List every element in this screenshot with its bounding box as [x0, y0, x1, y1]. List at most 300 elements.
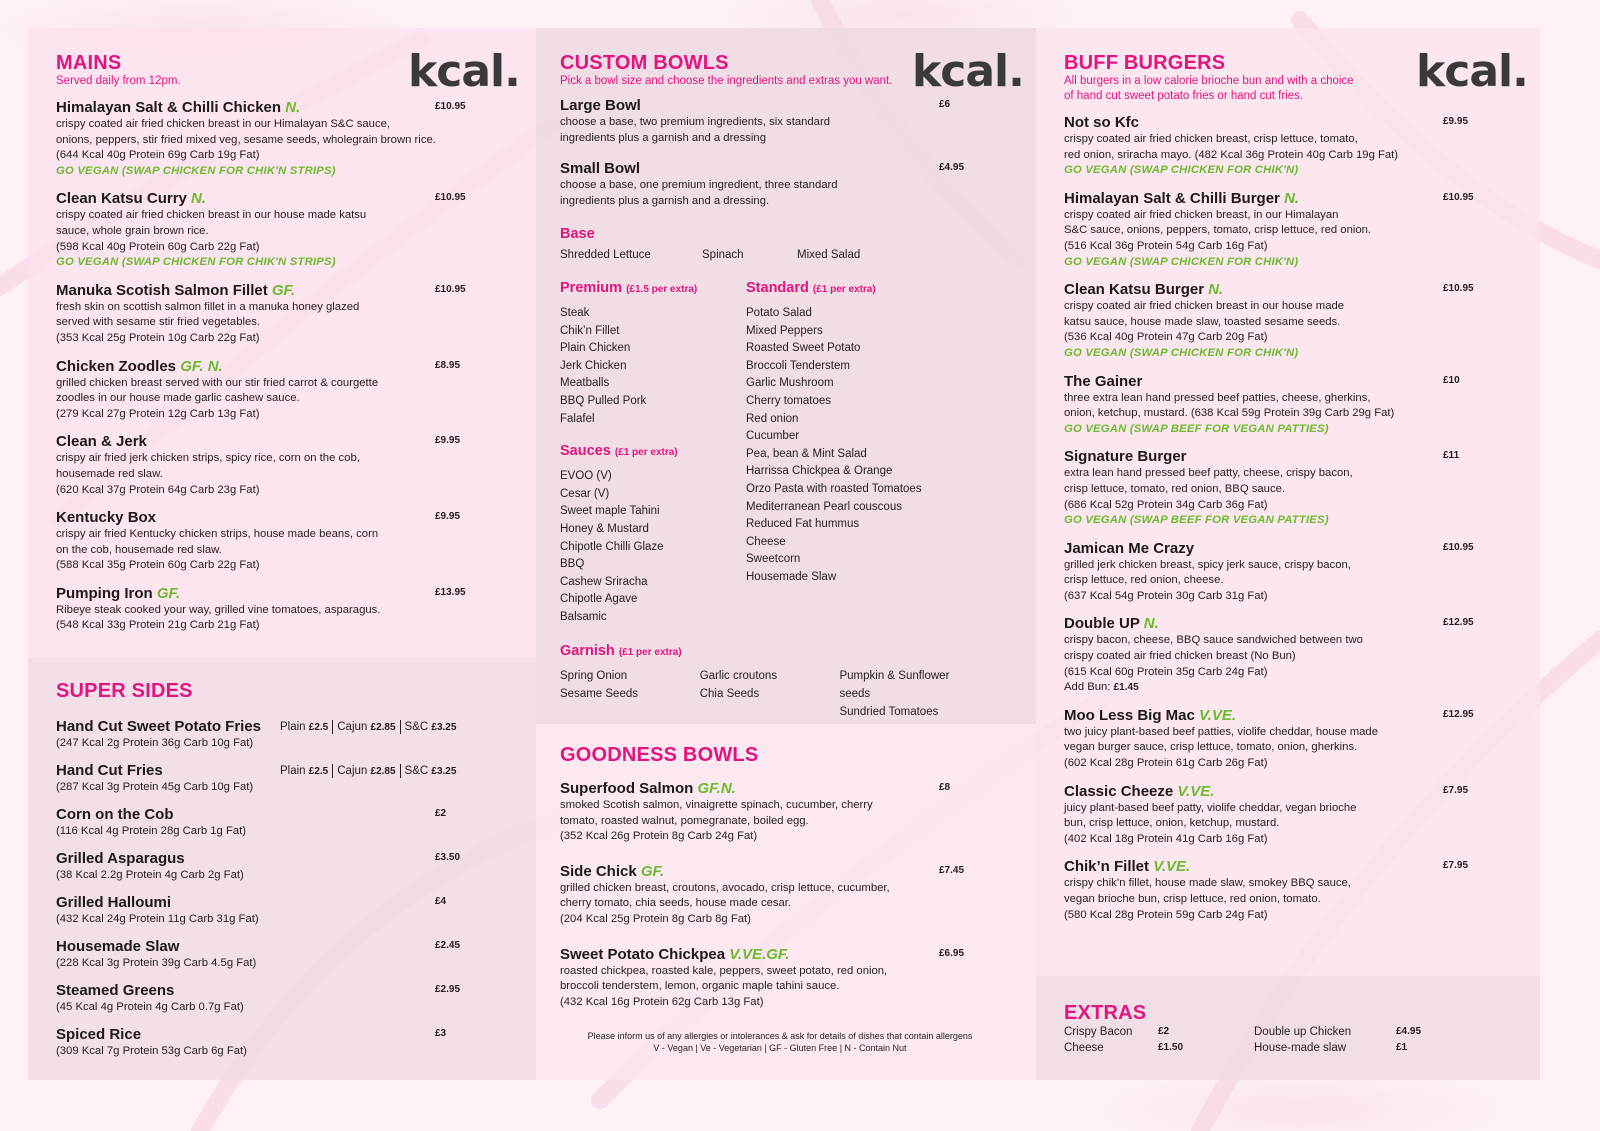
dietary-tag: N.	[1284, 189, 1300, 207]
allergen-footnote	[560, 1030, 1000, 1054]
go-vegan-note: GO VEGAN (SWAP CHICKEN FOR CHIK'N STRIPS)	[56, 256, 336, 269]
item-description: (637 Kcal 54g Protein 30g Carb 31g Fat)	[1064, 589, 1268, 602]
item-price: £13.95	[435, 586, 466, 598]
option-price: £2.85	[370, 722, 396, 734]
item-name-row	[56, 358, 476, 376]
item-name-row	[56, 509, 476, 527]
item-description: crispy air fried jerk chicken strips, spicy rice, corn on the cob,	[56, 452, 360, 465]
divider	[400, 764, 401, 778]
item-price: £7.95	[1443, 860, 1469, 872]
base-heading: Base	[560, 226, 595, 243]
sides-section	[56, 680, 193, 702]
dietary-tag: N.	[1143, 615, 1159, 633]
option-price: £3.25	[431, 722, 457, 734]
item-description: crispy coated air fried chicken breast in our house made katsu	[56, 209, 367, 222]
menu-item	[560, 97, 980, 146]
item-name-row	[1064, 858, 1484, 876]
burgers-subtitle-line: of hand cut sweet potato fries or hand cut fries.	[1064, 90, 1304, 102]
side-item	[56, 938, 476, 982]
side-name: Steamed Greens	[56, 982, 175, 999]
item-description: crispy coated air fried chicken breast, crisp lettuce, tomato,	[1064, 133, 1358, 145]
menu-item	[56, 433, 476, 498]
option-label: Cajun	[337, 721, 368, 734]
item-description: three extra lean hand pressed beef patties, cheese, gherkins,	[1064, 391, 1371, 404]
side-name: Grilled Asparagus	[56, 850, 185, 867]
extras-grid	[1064, 1024, 1484, 1056]
side-name: Corn on the Cob	[56, 806, 174, 823]
standard-group	[746, 279, 922, 627]
item-name-row	[56, 585, 476, 603]
item-description: tomato, roasted walnut, pomegranate, boiled egg.	[560, 814, 809, 827]
item-description: crispy coated air fried chicken breast in our Himalayan S&C sauce,	[56, 118, 391, 130]
item-name-row	[56, 190, 476, 208]
go-vegan-note: GO VEGAN (SWAP BEEF FOR VEGAN PATTIES)	[1064, 514, 1329, 527]
ingredient-option: Cashew Sriracha	[560, 575, 648, 588]
item-price: £4.95	[939, 162, 965, 174]
item-description: (432 Kcal 16g Protein 62g Carb 13g Fat)	[560, 995, 764, 1008]
side-price: £3.50	[435, 852, 461, 863]
allergen-legend: V - Vegan | Ve - Vegetarian | GF - Gluten Free | N - Contain Nut	[653, 1043, 907, 1053]
sauces-group	[560, 442, 746, 626]
ingredient-option: Plain Chicken	[560, 342, 631, 355]
side-item	[56, 850, 476, 894]
garnish-option: Sundried Tomatoes	[839, 705, 939, 718]
item-description: crispy coated air fried chicken breast, in our Himalayan	[1064, 208, 1339, 221]
menu-item	[560, 160, 980, 209]
item-description: crispy coated air fried chicken breast in our house made	[1064, 300, 1345, 313]
item-name: Small Bowl	[560, 160, 641, 178]
item-name: Pumping Iron	[56, 584, 153, 602]
item-name: Clean Katsu Curry	[56, 190, 187, 208]
menu-item	[1064, 373, 1484, 438]
base-option: Mixed Salad	[797, 249, 861, 262]
dietary-tag: V.VE.	[1153, 858, 1191, 876]
item-description: fresh skin on scottish salmon fillet in a manuka honey glazed	[56, 300, 360, 313]
side-price: £3	[435, 1028, 447, 1039]
item-description: crispy bacon, cheese, BBQ sauce sandwiched between two	[1064, 634, 1363, 647]
ingredient-option: Pea, bean & Mint Salad	[746, 447, 867, 460]
menu-item	[56, 190, 476, 270]
dietary-tag: V.VE.	[1177, 782, 1215, 800]
item-name: Signature Burger	[1064, 448, 1187, 466]
divider	[332, 764, 333, 778]
side-item	[56, 762, 476, 806]
ingredient-option: Roasted Sweet Potato	[746, 342, 861, 355]
mains-subtitle: Served daily from 12pm.	[56, 75, 181, 87]
item-name-row	[560, 97, 980, 115]
item-name: Double UP	[1064, 615, 1140, 633]
item-name-row	[560, 946, 980, 964]
garnish-option: Sesame Seeds	[560, 688, 638, 701]
item-description: crispy coated air fried chicken breast (No Bun)	[1064, 650, 1296, 663]
ingredient-option: Sweet maple Tahini	[560, 505, 660, 518]
item-description: on the cob, housemade red slaw.	[56, 543, 222, 556]
item-name: Jamican Me Crazy	[1064, 539, 1195, 557]
item-description: housemade red slaw.	[56, 467, 163, 480]
item-description: (204 Kcal 25g Protein 8g Carb 8g Fat)	[560, 912, 751, 925]
item-name: Side Chick	[560, 862, 637, 880]
dietary-tag: V.VE.	[1199, 706, 1237, 724]
item-description: S&C sauce, onions, peppers, tomato, crisp lettuce, red onion.	[1064, 224, 1372, 237]
item-description: zoodles in our house made garlic cashew sauce.	[56, 392, 300, 405]
side-macros: (38 Kcal 2.2g Protein 4g Carb 2g Fat)	[56, 869, 244, 881]
item-name-row	[1064, 190, 1484, 208]
item-description: choose a base, one premium ingredient, three standard	[560, 179, 838, 192]
extra-price: £4.95	[1396, 1026, 1422, 1037]
item-price: £10.95	[435, 283, 466, 295]
item-name: Kentucky Box	[56, 509, 157, 527]
base-option: Shredded Lettuce	[560, 249, 651, 262]
ingredient-option: Honey & Mustard	[560, 522, 649, 535]
item-name-row	[560, 780, 980, 798]
divider	[400, 720, 401, 734]
go-vegan-note: GO VEGAN (SWAP CHICKEN FOR CHIK'N)	[1064, 255, 1299, 268]
custom-bowls-title: CUSTOM BOWLS	[560, 52, 729, 74]
burgers-title: BUFF BURGERS	[1064, 52, 1226, 74]
side-macros: (432 Kcal 24g Protein 11g Carb 31g Fat)	[56, 913, 259, 925]
extras-title: EXTRAS	[1064, 1002, 1147, 1024]
side-macros: (247 Kcal 2g Protein 36g Carb 10g Fat)	[56, 737, 254, 749]
item-price: £7.45	[939, 864, 965, 876]
dietary-tag: GF.	[271, 281, 296, 299]
menu-item	[1064, 858, 1484, 923]
item-price: £10	[1443, 374, 1460, 386]
item-price: £11	[1443, 450, 1460, 462]
dietary-tag: V.VE.GF.	[729, 945, 790, 963]
divider	[332, 720, 333, 734]
burgers-subtitle-line: All burgers in a low calorie brioche bun and with a choice	[1064, 75, 1354, 87]
item-description: onions, peppers, stir fried mixed veg, sesame seeds, wholegrain brown rice.	[56, 133, 436, 146]
item-name-row	[56, 433, 476, 451]
side-name: Hand Cut Fries	[56, 762, 163, 779]
go-vegan-note: GO VEGAN (SWAP CHICKEN FOR CHIK'N STRIPS)	[56, 164, 336, 177]
item-description: (548 Kcal 33g Protein 21g Carb 21g Fat)	[56, 619, 260, 632]
item-price: £7.95	[1443, 784, 1469, 796]
item-description: (352 Kcal 26g Protein 8g Carb 24g Fat)	[560, 830, 758, 843]
menu-item	[1064, 281, 1484, 361]
item-description: vegan burger sauce, crisp lettuce, tomato, onion, gherkins.	[1064, 741, 1358, 754]
item-name: Himalayan Salt & Chilli Chicken	[56, 99, 282, 116]
mains-title: MAINS	[56, 52, 122, 74]
menu-item	[56, 509, 476, 574]
extra-name: Crispy Bacon	[1064, 1026, 1133, 1038]
side-price: £2	[435, 808, 447, 819]
ingredient-option: Garlic Mushroom	[746, 377, 834, 390]
item-description: crispy air fried Kentucky chicken strips, house made beans, corn	[56, 528, 379, 541]
extra-price: £1	[1396, 1042, 1408, 1053]
item-price: £9.95	[1443, 116, 1469, 127]
custom-bowls-subtitle: Pick a bowl size and choose the ingredients and extras you want.	[560, 75, 893, 87]
ingredient-option: Mixed Peppers	[746, 324, 823, 337]
extra-name: Cheese	[1064, 1042, 1104, 1054]
item-name-row	[56, 99, 476, 117]
ingredient-option: Steak	[560, 306, 590, 319]
base-group	[560, 225, 980, 265]
custom-bowls-section	[560, 52, 980, 721]
extra-name: Double up Chicken	[1254, 1026, 1352, 1038]
item-price: £10.95	[1443, 191, 1474, 203]
ingredient-option: BBQ	[560, 558, 585, 571]
item-name: Chicken Zoodles	[56, 357, 177, 375]
ingredient-option: Harrissa Chickpea & Orange	[746, 465, 893, 478]
dietary-tag: N.	[1208, 281, 1224, 299]
item-description: crisp lettuce, tomato, red onion, BBQ sauce.	[1064, 482, 1286, 495]
ingredient-option: Cucumber	[746, 430, 800, 443]
side-macros: (287 Kcal 3g Protein 45g Carb 10g Fat)	[56, 781, 254, 793]
item-price: £9.95	[435, 511, 461, 523]
item-description: (620 Kcal 37g Protein 64g Carb 23g Fat)	[56, 483, 260, 496]
option-label: Cajun	[337, 765, 368, 778]
menu-item	[1064, 190, 1484, 270]
option-label: Plain	[280, 721, 306, 734]
item-price: £10.95	[1443, 541, 1474, 553]
sides-title: SUPER SIDES	[56, 680, 193, 702]
item-description: (588 Kcal 35g Protein 60g Carb 22g Fat)	[56, 559, 260, 572]
base-option: Spinach	[702, 249, 744, 262]
addon-label: Add Bun:	[1064, 681, 1111, 694]
item-description: crispy chik’n fillet, house made slaw, smokey BBQ sauce,	[1064, 877, 1351, 890]
item-price: £8	[939, 782, 951, 793]
side-item	[56, 894, 476, 938]
side-macros: (45 Kcal 4g Protein 4g Carb 0.7g Fat)	[56, 1001, 244, 1013]
item-description: bun, crisp lettuce, onion, ketchup, mustard.	[1064, 817, 1280, 830]
item-description: ingredients plus a garnish and a dressing	[560, 131, 766, 144]
item-price: £12.95	[1443, 617, 1474, 629]
ingredient-option: Falafel	[560, 412, 595, 425]
option-price: £2.85	[370, 766, 396, 778]
item-name: Not so Kfc	[1064, 114, 1139, 131]
garnish-option: Pumpkin & Sunflower seeds	[839, 670, 950, 701]
garnish-group	[560, 642, 980, 721]
item-description: katsu sauce, house made slaw, toasted sesame seeds.	[1064, 315, 1341, 328]
item-name-row	[56, 282, 476, 300]
kcal-logo: kcal.	[912, 46, 1024, 97]
item-description: (516 Kcal 36g Protein 54g Carb 16g Fat)	[1064, 239, 1268, 252]
garnish-heading: Garnish (£1 per extra)	[560, 643, 682, 660]
item-price: £8.95	[435, 359, 461, 371]
item-name: The Gainer	[1064, 372, 1143, 390]
item-description: roasted chickpea, roasted kale, peppers, sweet potato, red onion,	[560, 964, 888, 977]
menu-item	[560, 946, 980, 1011]
go-vegan-note: GO VEGAN (SWAP BEEF FOR VEGAN PATTIES)	[1064, 422, 1329, 435]
side-macros: (309 Kcal 7g Protein 53g Carb 6g Fat)	[56, 1045, 247, 1057]
goodness-bowls-section	[560, 744, 980, 1010]
side-item	[56, 718, 476, 762]
item-price: £12.95	[1443, 708, 1474, 720]
menu-item	[56, 282, 476, 347]
side-name: Grilled Halloumi	[56, 894, 172, 911]
item-name-row	[1064, 281, 1484, 299]
ingredient-option: Potato Salad	[746, 306, 812, 319]
go-vegan-note: GO VEGAN (SWAP CHICKEN FOR CHIK'N)	[1064, 346, 1299, 359]
item-description: onion, ketchup, mustard. (638 Kcal 59g Protein 39g Carb 29g Fat)	[1064, 407, 1395, 420]
item-name-row	[1064, 615, 1484, 633]
item-description: smoked Scotish salmon, vinaigrette spinach, cucumber, cherry	[560, 799, 873, 811]
garnish-option: Garlic croutons	[699, 670, 778, 683]
side-price: £2.45	[435, 940, 461, 951]
premium-heading: Premium (£1.5 per extra)	[560, 279, 698, 296]
item-description: choose a base, two premium ingredients, six standard	[560, 116, 831, 128]
item-name-row	[1064, 114, 1484, 132]
item-description: (402 Kcal 18g Protein 41g Carb 16g Fat)	[1064, 832, 1268, 845]
ingredient-option: Chipotle Chilli Glaze	[560, 540, 664, 553]
ingredient-option: Housemade Slaw	[746, 570, 837, 583]
dietary-tag: GF. N.	[180, 357, 223, 375]
item-name: Clean & Jerk	[56, 433, 147, 451]
item-name-row	[1064, 373, 1484, 391]
dietary-tag: GF.N.	[697, 780, 736, 797]
ingredient-option: Meatballs	[560, 377, 610, 390]
item-description: (353 Kcal 25g Protein 10g Carb 22g Fat)	[56, 331, 260, 344]
kcal-logo: kcal.	[408, 46, 520, 97]
item-description: extra lean hand pressed beef patty, cheese, crispy bacon,	[1064, 467, 1353, 480]
dietary-tag: GF.	[156, 584, 181, 602]
item-description: (580 Kcal 28g Protein 59g Carb 24g Fat)	[1064, 908, 1268, 921]
menu-item	[1064, 783, 1484, 848]
extras-section	[1064, 1002, 1484, 1056]
item-description: (598 Kcal 40g Protein 60g Carb 22g Fat)	[56, 240, 260, 253]
item-description: two juicy plant-based beef patties, violife cheddar, house made	[1064, 725, 1378, 738]
ingredient-option: Red onion	[746, 412, 799, 425]
item-name-row	[560, 863, 980, 881]
menu-item	[1064, 540, 1484, 605]
option-label: Plain	[280, 765, 306, 778]
ingredient-option: BBQ Pulled Pork	[560, 394, 647, 407]
side-item	[56, 806, 476, 850]
option-label: S&C	[404, 765, 429, 778]
extra-price: £1.50	[1158, 1042, 1184, 1053]
menu-item	[560, 863, 980, 928]
item-description: red onion, sriracha mayo. (482 Kcal 36g Protein 40g Carb 19g Fat)	[1064, 148, 1399, 161]
menu-item	[1064, 707, 1484, 772]
burgers-section	[1064, 52, 1484, 923]
item-description: (686 Kcal 52g Protein 34g Carb 36g Fat)	[1064, 498, 1268, 511]
go-vegan-note: GO VEGAN (SWAP CHICKEN FOR CHIK'N)	[1064, 164, 1299, 177]
side-macros: (228 Kcal 3g Protein 39g Carb 4.5g Fat)	[56, 957, 257, 969]
item-name: Sweet Potato Chickpea	[560, 945, 726, 963]
ingredient-option: Cherry tomatoes	[746, 394, 832, 407]
item-description: broccoli tenderstem, lemon, organic maple tahini sauce.	[560, 980, 840, 993]
menu-item	[1064, 114, 1484, 179]
item-name: Manuka Scotish Salmon Fillet	[56, 281, 268, 299]
side-name: Housemade Slaw	[56, 938, 180, 955]
item-description: served with sesame stir fried vegetables.	[56, 316, 261, 329]
dietary-tag: N.	[285, 99, 301, 116]
item-price: £10.95	[435, 192, 466, 204]
dietary-tag: N.	[191, 190, 207, 208]
item-description: Ribeye steak cooked your way, grilled vine tomatoes, asparagus.	[56, 603, 381, 616]
garnish-option: Spring Onion	[560, 670, 628, 683]
item-name: Himalayan Salt & Chilli Burger	[1064, 189, 1280, 207]
option-price: £2.5	[308, 766, 329, 778]
premium-group	[560, 279, 746, 428]
item-price: £6.95	[939, 947, 965, 959]
item-name-row	[1064, 783, 1484, 801]
menu-item	[1064, 615, 1484, 695]
garnish-option: Chia Seeds	[699, 688, 760, 701]
allergen-notice: Please inform us of any allergies or intolerances & ask for details of dishes that contain allergens	[587, 1031, 973, 1041]
addon-price: £1.45	[1113, 682, 1139, 694]
item-description: (644 Kcal 40g Protein 69g Carb 19g Fat)	[56, 149, 260, 162]
mains-section	[56, 52, 476, 634]
ingredient-option: Cheese	[746, 535, 786, 548]
item-description: cherry tomato, chia seeds, house made cesar.	[560, 897, 792, 910]
ingredient-option: Reduced Fat hummus	[746, 518, 860, 531]
item-price: £10.95	[435, 101, 466, 112]
option-price: £2.5	[308, 722, 329, 734]
item-name-row	[1064, 540, 1484, 558]
item-description: juicy plant-based beef patty, violife cheddar, vegan brioche	[1064, 801, 1357, 814]
item-description: grilled chicken breast served with our stir fried carrot & courgette	[56, 376, 379, 389]
menu-item	[56, 99, 476, 179]
addon-row	[1064, 680, 1484, 696]
item-name: Superfood Salmon	[560, 780, 694, 797]
item-name: Chik’n Fillet	[1064, 858, 1150, 876]
item-description: sauce, whole grain brown rice.	[56, 224, 209, 237]
ingredient-option: Sweetcorn	[746, 553, 801, 566]
item-price: £6	[939, 99, 951, 110]
item-price: £10.95	[1443, 283, 1474, 295]
sauces-heading: Sauces (£1 per extra)	[560, 443, 678, 460]
side-price-options	[280, 720, 456, 734]
item-description: grilled chicken breast, croutons, avocado, crisp lettuce, cucumber,	[560, 881, 890, 894]
ingredient-option: Broccoli Tenderstem	[746, 359, 850, 372]
side-price: £4	[435, 896, 447, 907]
goodness-bowls-title: GOODNESS BOWLS	[560, 744, 759, 766]
item-name-row	[1064, 707, 1484, 725]
item-description: (279 Kcal 27g Protein 12g Carb 13g Fat)	[56, 407, 260, 420]
extra-name: House-made slaw	[1254, 1042, 1347, 1054]
ingredient-option: Cesar (V)	[560, 487, 610, 500]
side-macros: (116 Kcal 4g Protein 28g Carb 1g Fat)	[56, 825, 247, 837]
ingredient-option: Mediterranean Pearl couscous	[746, 500, 902, 513]
ingredient-option: Jerk Chicken	[560, 359, 627, 372]
side-item	[56, 1026, 476, 1070]
item-name-row	[560, 160, 980, 178]
option-price: £3.25	[431, 766, 457, 778]
extra-price: £2	[1158, 1026, 1170, 1037]
ingredient-option: Balsamic	[560, 610, 607, 623]
ingredient-option: Chik’n Fillet	[560, 324, 620, 337]
side-price-options	[280, 764, 456, 778]
item-name: Moo Less Big Mac	[1064, 706, 1195, 724]
item-description: (615 Kcal 60g Protein 35g Carb 24g Fat)	[1064, 665, 1268, 678]
ingredient-option: Chipotle Agave	[560, 593, 638, 606]
menu-item	[1064, 448, 1484, 528]
item-price: £9.95	[435, 435, 461, 447]
item-description: (602 Kcal 28g Protein 61g Carb 26g Fat)	[1064, 757, 1268, 770]
item-name: Clean Katsu Burger	[1064, 281, 1205, 299]
item-description: grilled jerk chicken breast, spicy jerk sauce, crispy bacon,	[1064, 558, 1351, 571]
item-name-row	[1064, 448, 1484, 466]
standard-heading: Standard (£1 per extra)	[746, 279, 876, 296]
side-price: £2.95	[435, 984, 461, 995]
item-description: vegan brioche bun, crisp lettuce, red onion, tomato.	[1064, 893, 1321, 905]
option-label: S&C	[404, 721, 429, 734]
ingredient-option: EVOO (V)	[560, 470, 612, 483]
kcal-logo: kcal.	[1416, 46, 1528, 97]
menu-item	[56, 585, 476, 634]
side-name: Spiced Rice	[56, 1026, 142, 1043]
side-item	[56, 982, 476, 1026]
sides-list	[56, 718, 476, 1070]
side-name: Hand Cut Sweet Potato Fries	[56, 718, 262, 735]
item-description: crisp lettuce, red onion, cheese.	[1064, 574, 1224, 587]
item-description: (536 Kcal 40g Protein 47g Carb 20g Fat)	[1064, 331, 1268, 344]
menu-item	[56, 358, 476, 423]
item-name: Large Bowl	[560, 97, 641, 114]
ingredient-option: Orzo Pasta with roasted Tomatoes	[746, 482, 922, 495]
